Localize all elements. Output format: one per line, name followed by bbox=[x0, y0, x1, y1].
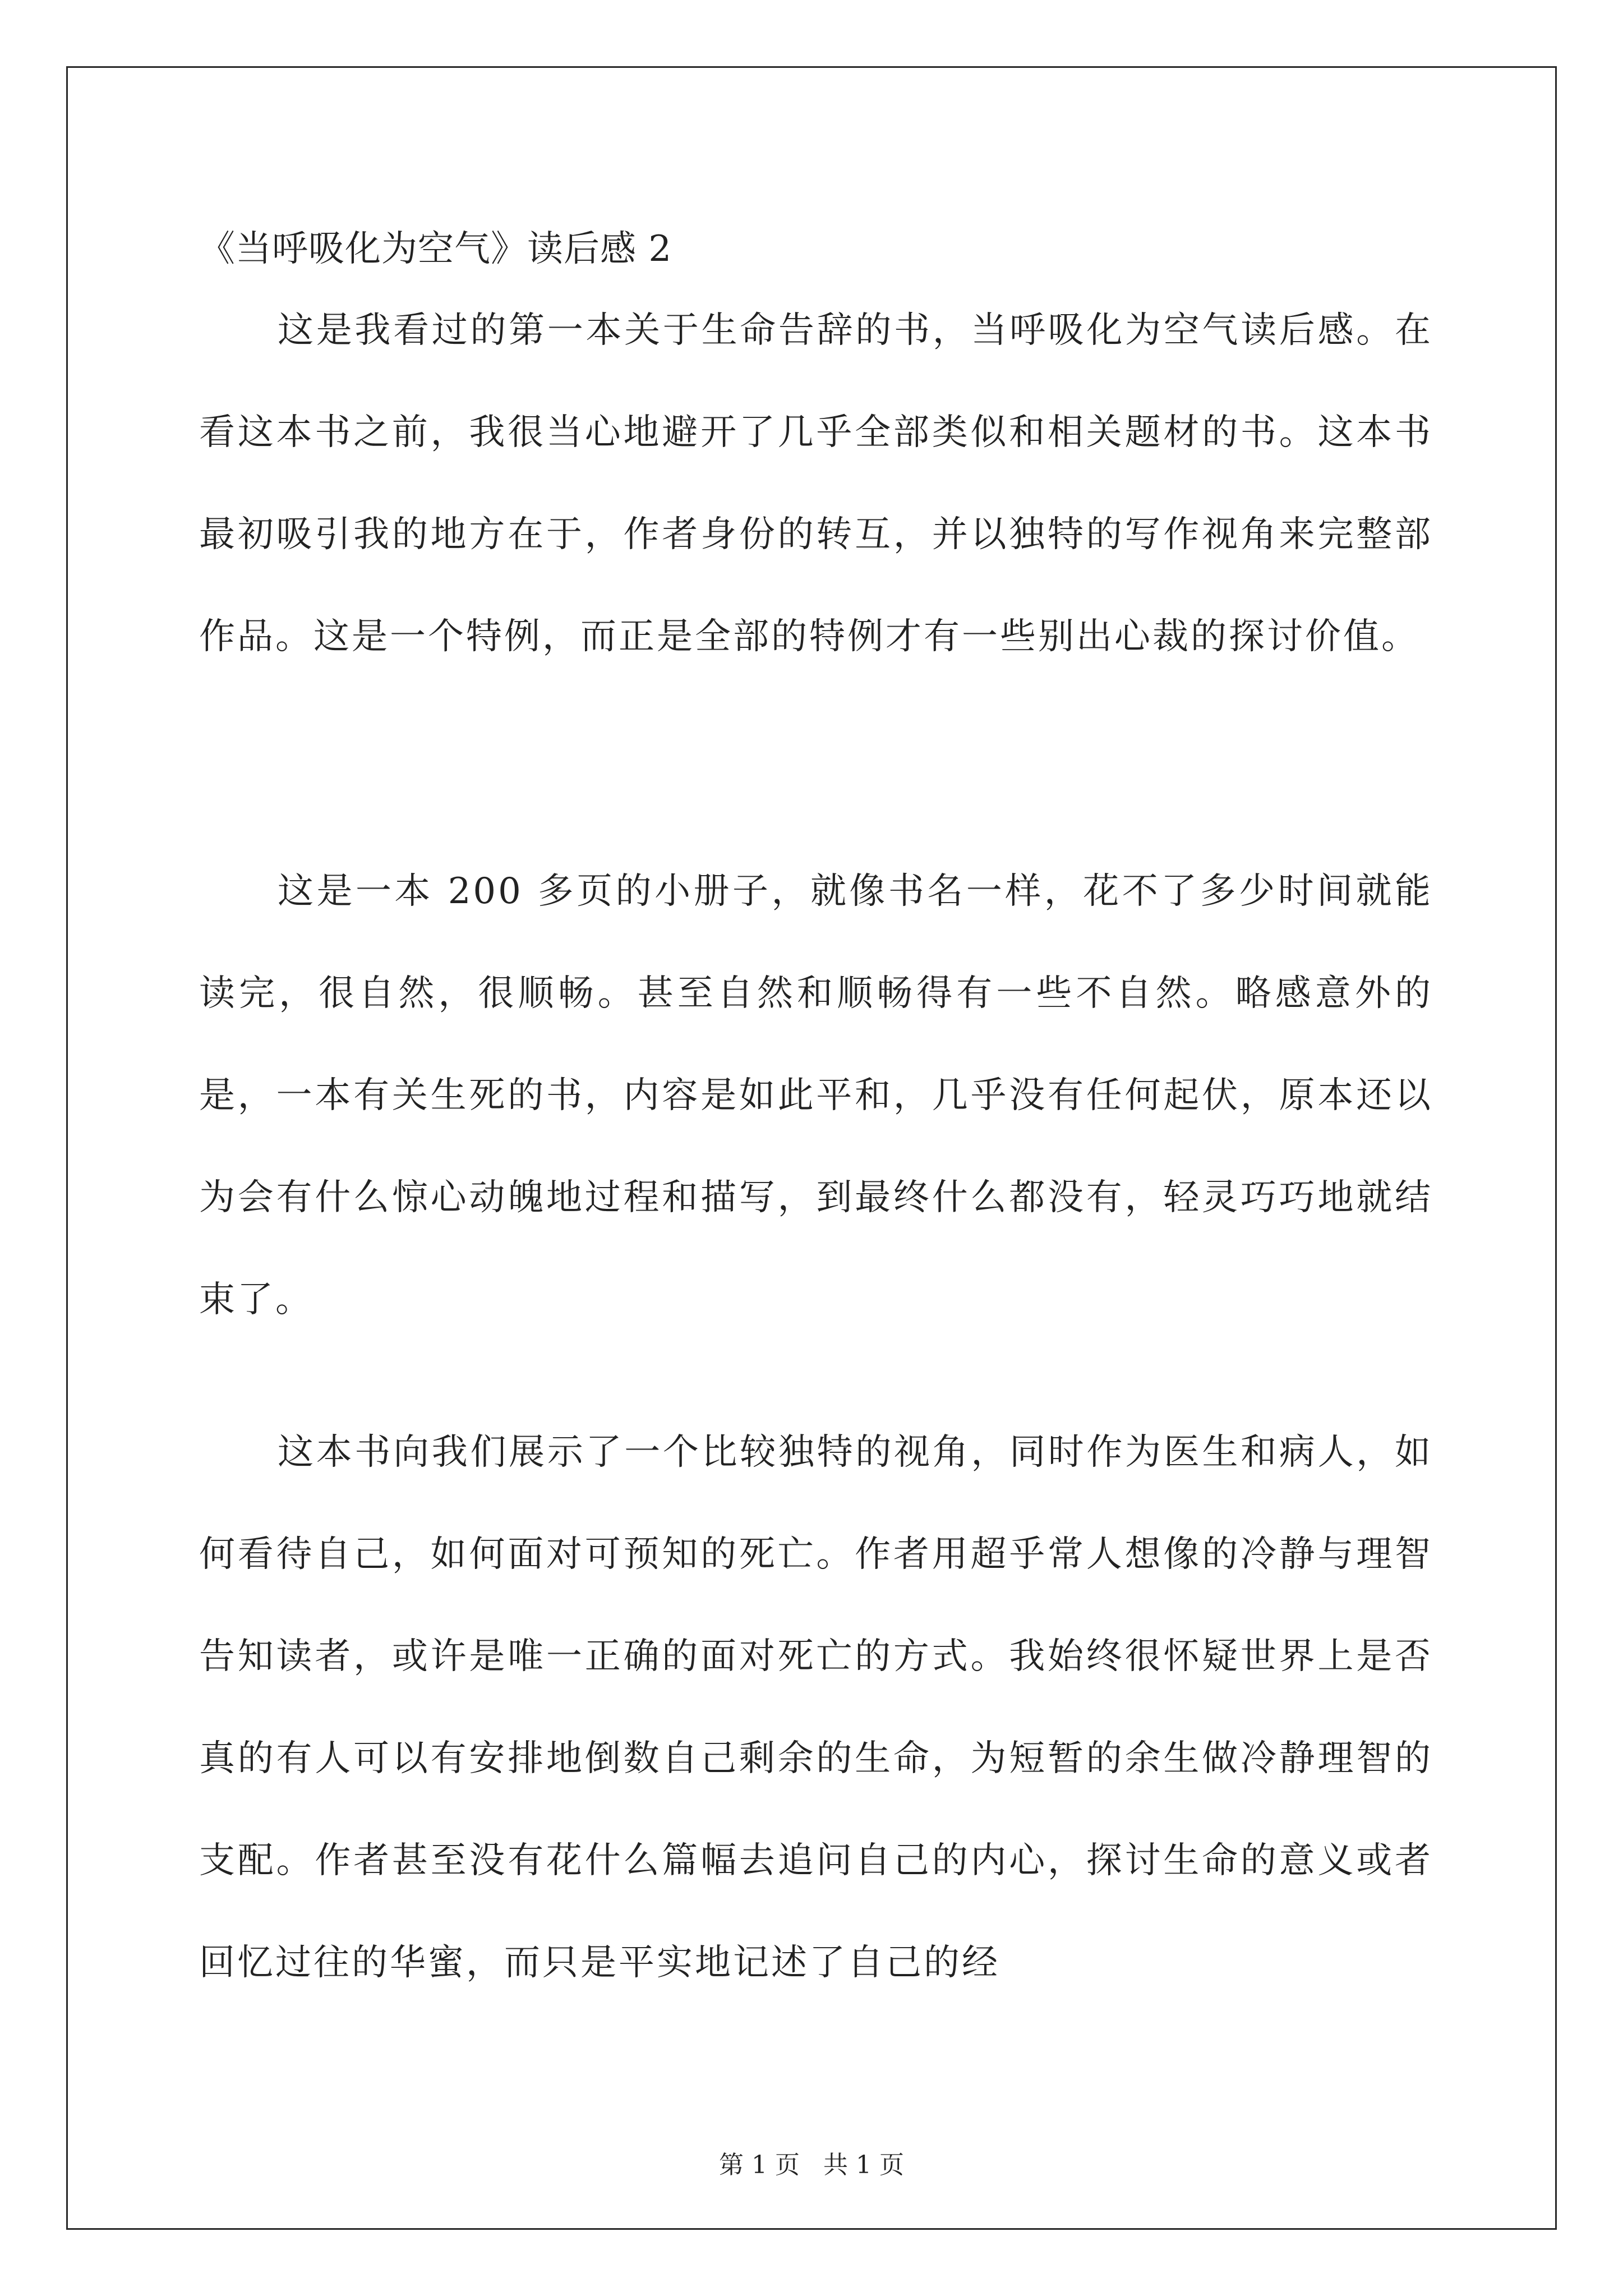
page-number-footer: 第 1 页 共 1 页 bbox=[719, 2151, 904, 2179]
paragraph-1: 这是我看过的第一本关于生命告辞的书，当呼吸化为空气读后感。在看这本书之前，我很当心地避开了几乎全部类似和相关题材的书。这本书最初吸引我的地方在于，作者身份的转互，并以独特的写作视角来完整部作品。这是一个特例，而正是全部的特例才有一些别出心裁的探讨价值。 bbox=[199, 310, 1433, 657]
paragraph-2: 这是一本 200 多页的小册子，就像书名一样，花不了多少时间就能读完，很自然，很顺畅。甚至自然和顺畅得有一些不自然。略感意外的是，一本有关生死的书，内容是如此平和，几乎没有任何起伏，原本还以为会有什么惊心动魄地过程和描写，到最终什么都没有，轻灵巧巧地就结束了。 bbox=[199, 871, 1433, 1320]
document-title: 《当呼吸化为空气》读后感 2 bbox=[199, 228, 672, 270]
paragraph-3: 这本书向我们展示了一个比较独特的视角，同时作为医生和病人，如何看待自己，如何面对可预知的死亡。作者用超乎常人想像的冷静与理智告知读者，或许是唯一正确的面对死亡的方式。我始终很怀疑世界上是否真的有人可以有安排地倒数自己剩余的生命，为短暂的余生做冷静理智的支配。作者甚至没有花什么篇幅去追问自己的内心，探讨生命的意义或者回忆过往的华蜜，而只是平实地记述了自己的经 bbox=[199, 1432, 1433, 1984]
